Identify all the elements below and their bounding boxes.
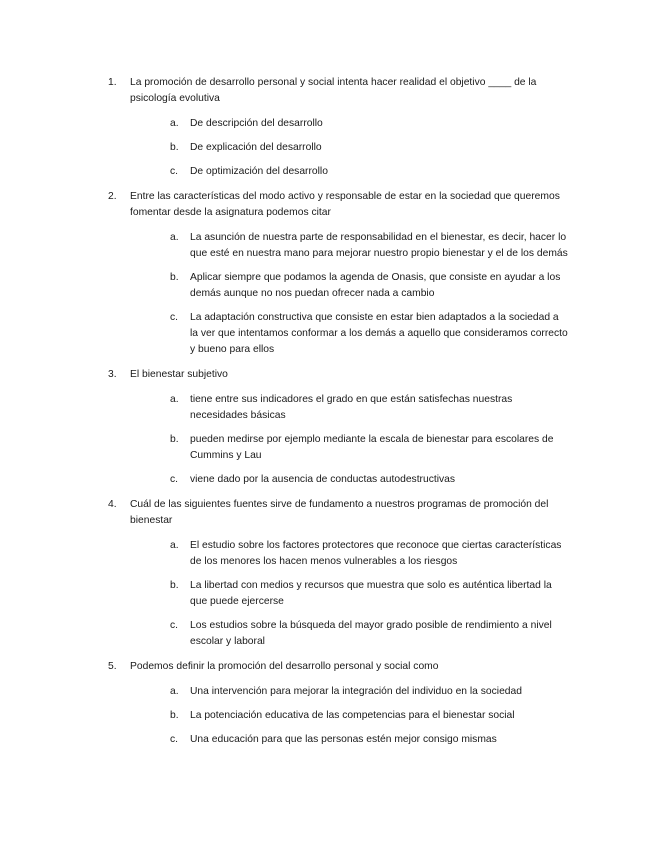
option-text: Los estudios sobre la búsqueda del mayor grado posible de rendimiento a nivel escolar y laboral: [190, 620, 552, 647]
option-5b: [130, 708, 568, 724]
option-2c: [130, 310, 568, 358]
option-letter: b.: [170, 580, 179, 591]
option-letter: a.: [170, 232, 179, 243]
option-letter: c.: [170, 620, 179, 631]
option-text: Una educación para que las personas estén mejor consigo mismas: [190, 734, 497, 745]
option-text: Aplicar siempre que podamos la agenda de Onasis, que consiste en ayudar a los demás aunque no nos puedan ofrecer nada a cambio: [190, 272, 561, 299]
option-letter: b.: [170, 434, 179, 445]
option-2a: [130, 230, 568, 262]
question-text: La promoción de desarrollo personal y social intenta hacer realidad el objetivo ____ de la psicología evolutiva: [130, 77, 537, 104]
option-letter: c.: [170, 474, 179, 485]
question-number: 3.: [108, 369, 117, 380]
option-letter: b.: [170, 710, 179, 721]
option-text: La libertad con medios y recursos que muestra que solo es auténtica libertad la que puede ejercerse: [190, 580, 552, 607]
option-letter: b.: [170, 142, 179, 153]
option-letter: c.: [170, 166, 179, 177]
question-5: [108, 659, 568, 748]
question-3: [108, 367, 568, 488]
option-text: El estudio sobre los factores protectores que reconoce que ciertas características de los menores los hacen menos vulnerables a los riesgos: [190, 540, 562, 567]
option-list: [130, 392, 568, 488]
option-4b: [130, 578, 568, 610]
option-list: [130, 116, 568, 180]
option-4c: [130, 618, 568, 650]
option-2b: [130, 270, 568, 302]
option-letter: c.: [170, 734, 179, 745]
option-letter: a.: [170, 118, 179, 129]
question-2: [108, 189, 568, 358]
option-text: De descripción del desarrollo: [190, 118, 323, 129]
option-letter: a.: [170, 686, 179, 697]
option-3b: [130, 432, 568, 464]
option-letter: a.: [170, 394, 179, 405]
question-number: 5.: [108, 661, 117, 672]
option-list: [130, 684, 568, 748]
option-text: La asunción de nuestra parte de responsabilidad en el bienestar, es decir, hacer lo que esté en nuestra mano para mejorar nuestro propio bienestar y el de los demás: [190, 232, 568, 259]
option-text: pueden medirse por ejemplo mediante la escala de bienestar para escolares de Cummins y Lau: [190, 434, 554, 461]
option-list: [130, 538, 568, 650]
option-letter: b.: [170, 272, 179, 283]
option-1b: [130, 140, 568, 156]
option-3a: [130, 392, 568, 424]
question-text: El bienestar subjetivo: [130, 369, 228, 380]
question-text: Podemos definir la promoción del desarrollo personal y social como: [130, 661, 439, 672]
option-4a: [130, 538, 568, 570]
option-text: viene dado por la ausencia de conductas autodestructivas: [190, 474, 456, 485]
question-4: [108, 497, 568, 650]
option-1c: [130, 164, 568, 180]
option-5c: [130, 732, 568, 748]
option-5a: [130, 684, 568, 700]
question-number: 2.: [108, 191, 117, 202]
option-letter: a.: [170, 540, 179, 551]
option-list: [130, 230, 568, 358]
question-list: [108, 75, 568, 757]
option-text: La potenciación educativa de las competencias para el bienestar social: [190, 710, 515, 721]
option-text: Una intervención para mejorar la integración del individuo en la sociedad: [190, 686, 522, 697]
option-letter: c.: [170, 312, 179, 323]
option-text: De optimización del desarrollo: [190, 166, 328, 177]
question-number: 4.: [108, 499, 117, 510]
question-1: [108, 75, 568, 180]
option-text: La adaptación constructiva que consiste en estar bien adaptados a la sociedad a la ver que intentamos conformar a los demás a aquello que consideramos correcto y bueno para ellos: [190, 312, 568, 355]
option-1a: [130, 116, 568, 132]
option-text: tiene entre sus indicadores el grado en que están satisfechas nuestras necesidades básicas: [190, 394, 513, 421]
option-text: De explicación del desarrollo: [190, 142, 322, 153]
question-text: Cuál de las siguientes fuentes sirve de fundamento a nuestros programas de promoción del bienestar: [130, 499, 549, 526]
question-text: Entre las características del modo activo y responsable de estar en la sociedad que queremos fomentar desde la asignatura podemos citar: [130, 191, 560, 218]
option-3c: [130, 472, 568, 488]
question-number: 1.: [108, 77, 117, 88]
